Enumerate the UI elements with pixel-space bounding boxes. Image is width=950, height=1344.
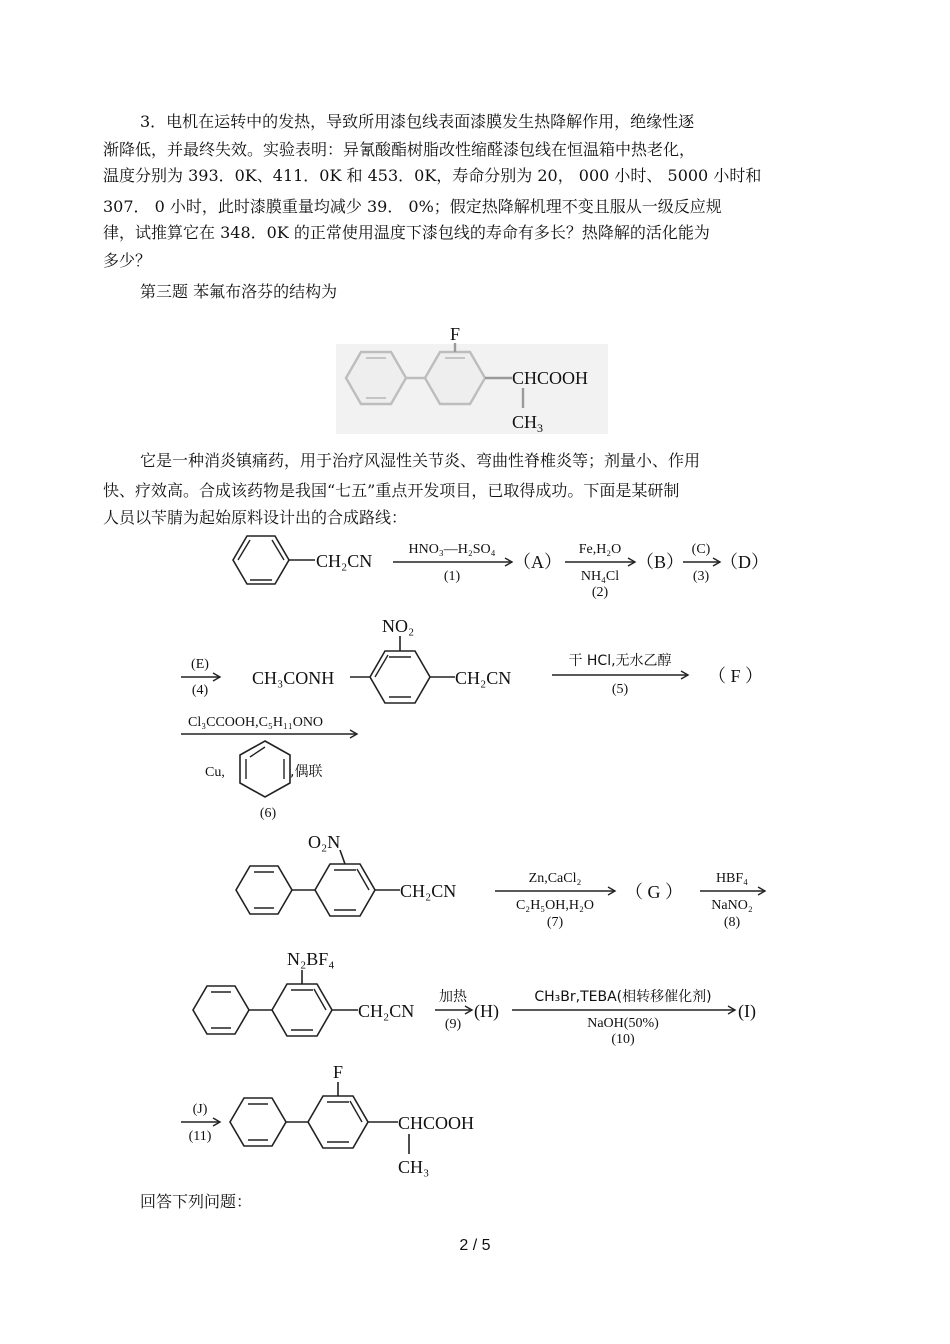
row4-reagent8-top: HBF₄ (715, 871, 749, 886)
problem3-line5: 律，试推算它在 348．0K 的正常使用温度下漆包线的寿命有多长？热降解的活化能为 (103, 223, 710, 242)
structure-ch3-label: $CH_3$ (512, 412, 544, 435)
row5-step10: (10) (611, 1032, 635, 1047)
row6-reagent11: (J) (192, 1102, 208, 1117)
row5-reagent10-bottom: NaOH(50%) (587, 1016, 659, 1031)
row1-reagent2-bottom: NH₄Cl (580, 569, 620, 584)
row4-reagent8-bottom: NaNO₂ (711, 898, 753, 913)
page-number: 2 / 5 (459, 1237, 491, 1254)
row1-reagent2-top: Fe,H₂O (578, 542, 622, 557)
row5-reagent10-top: CH₃Br,TEBA(相转移催化剂) (534, 989, 712, 1005)
description-line2: 快、疗效高。合成该药物是我国“七五”重点开发项目，已取得成功。下面是某研制 (103, 481, 680, 500)
description-line3: 人员以苄腈为起始原料设计出的合成路线： (103, 508, 408, 527)
problem3-line4: 307． 0 小时，此时漆膜重量均减少 39． 0%；假定热降解机理不变且服从一级反应规 (103, 197, 722, 216)
route-row3 (181, 715, 357, 821)
row1-step1: (1) (443, 569, 461, 584)
route-row5 (193, 949, 756, 1047)
row2-reagent4: (E) (191, 657, 209, 672)
row1-compound-a: （A） (513, 552, 562, 572)
row5-diazonium: N₂BF₄ (287, 949, 335, 969)
row2-step4: (4) (191, 683, 209, 698)
row2-compound-f: （ F ） (708, 666, 764, 686)
row3-cu: Cu, (205, 765, 225, 780)
row2-ch2cn: CH₂CN (455, 668, 512, 688)
row6-fluorine: F (332, 1062, 344, 1082)
row5-step9: (9) (444, 1017, 462, 1032)
row3-step6: (6) (259, 806, 277, 821)
row3-coupling: ,偶联 (290, 764, 323, 780)
row1-reagent3: (C) (691, 542, 711, 557)
problem3-line2: 渐降低，并最终失效。实验表明：异氰酸酯树脂改性缩醛漆包线在恒温箱中热老化， (103, 140, 696, 159)
row1-step3: (3) (692, 569, 710, 584)
row2-step5: (5) (611, 682, 629, 697)
row5-compound-h: (H) (474, 1001, 499, 1021)
row4-step7: (7) (546, 915, 564, 930)
problem3-line3: 温度分别为 393．0K、411．0K 和 453．0K，寿命分别为 20， 000 小时、 5000 小时和 (103, 166, 762, 185)
row6-step11: (11) (188, 1129, 212, 1144)
route-row2 (181, 616, 763, 703)
row4-nitro: O₂N (308, 832, 341, 852)
row1-compound-b: （B） (636, 552, 685, 572)
row4-compound-g: （ G ） (625, 882, 683, 902)
description-line1: 它是一种消炎镇痛药，用于治疗风湿性关节炎、弯曲性脊椎炎等；剂量小、作用 (140, 451, 701, 470)
row4-step8: (8) (723, 915, 741, 930)
structure-chcooh-label: CHCOOH (512, 368, 589, 388)
row4-reagent7-bottom: C₂H₅OH,H₂O (515, 898, 595, 913)
row3-reagent6-top: Cl₃CCOOH,C₅H₁₁ONO (188, 715, 324, 730)
row1-reagent1: HNO₃—H₂SO₄ (408, 542, 496, 557)
row1-step2: (2) (591, 585, 609, 600)
route-row4 (236, 832, 765, 930)
route-row1 (233, 536, 769, 600)
row5-reagent9: 加热 (439, 989, 467, 1005)
row5-ch2cn: CH₂CN (358, 1001, 415, 1021)
row1-compound-d: （D） (720, 552, 769, 572)
row6-ch3: CH₃ (398, 1157, 430, 1177)
row5-compound-i: (I) (738, 1001, 756, 1021)
answer-prompt: 回答下列问题： (140, 1192, 253, 1211)
row2-nitro: NO₂ (382, 616, 415, 636)
row4-ch2cn: CH₂CN (400, 881, 457, 901)
row2-reagent5: 干 HCl,无水乙醇 (568, 653, 672, 669)
route-row6 (181, 1062, 474, 1177)
flurbiprofen-structure (336, 324, 608, 435)
structure-f-label: F (449, 324, 461, 344)
row6-chcooh: CHCOOH (398, 1113, 475, 1133)
question3-heading: 第三题 苯氟布洛芬的结构为 (140, 282, 338, 301)
row4-reagent7-top: Zn,CaCl₂ (528, 871, 582, 886)
problem3-line1: 3．电机在运转中的发热，导致所用漆包线表面漆膜发生热降解作用，绝缘性逐 (140, 112, 695, 131)
row2-acetamido: CH₃CONH (252, 668, 335, 688)
row1-ch2cn: CH₂CN (316, 551, 373, 571)
problem3-line6: 多少？ (103, 251, 152, 270)
